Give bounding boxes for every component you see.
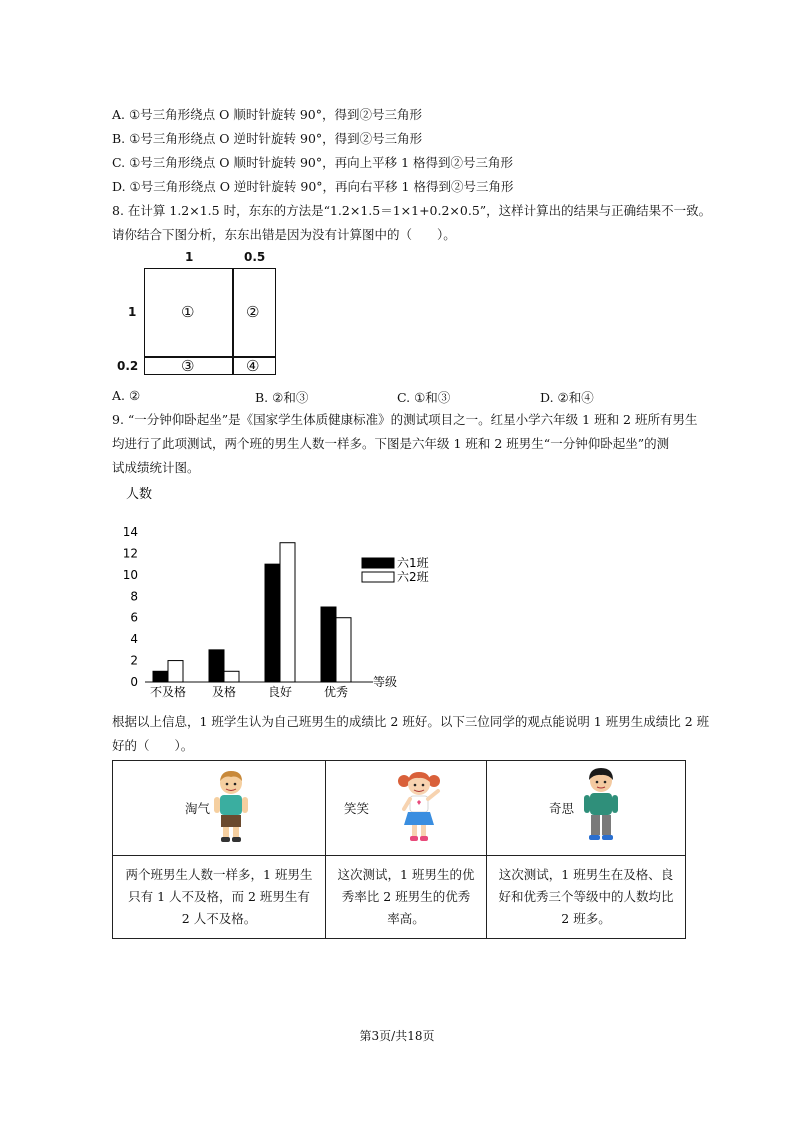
q9-stem-line1: 9. “一分钟仰卧起坐”是《国家学生体质健康标准》的测试项目之一。红星小学六年级 1 班和 2 班所有男生 [112,412,698,427]
boy-taoqi-icon [211,769,251,843]
bar-2-series-0 [265,564,280,682]
bars [153,543,351,682]
region-4: ④ [246,357,260,375]
q9-stem-line3: 试成绩统计图。 [112,460,200,475]
legend-label-0: 六1班 [397,556,429,570]
bar-0-series-1 [168,661,183,682]
x-axis-label: 等级 [373,675,398,689]
q7-option-c: C. ①号三角形绕点 O 顺时针旋转 90°，再向上平移 1 格得到②号三角形 [112,155,513,170]
person-name-qisi: 奇思 [549,801,575,816]
q8-option-a: A. ② [112,388,141,403]
y-tick-14: 14 [122,525,138,539]
person-cell-qisi [487,761,686,856]
x-tick-1: 及格 [211,685,237,699]
region-3: ③ [181,357,195,375]
diagram-vertical-divider [232,268,234,375]
left-label-0-2: 0.2 [117,359,139,373]
y-tick-0: 0 [130,675,138,689]
person-name-taoqi: 淘气 [185,801,211,816]
x-tick-0: 不及格 [149,685,187,699]
q9-stem-line2: 均进行了此项测试，两个班的男生人数一样多。下图是六年级 1 班和 2 班男生“一分钟仰卧起坐”的测 [112,436,670,451]
bar-3-series-0 [321,607,336,682]
legend [362,555,429,584]
top-label-0-5: 0.5 [244,250,266,264]
y-tick-4: 4 [130,632,138,647]
q9-after-line2: 好的（ ）。 [112,738,194,753]
q8-stem-line1: 8. 在计算 1.2×1.5 时，东东的方法是“1.2×1.5＝1×1+0.2×0.5”，这样计算出的结果与正确结果不一致。 [112,203,712,218]
legend-swatch-1 [362,572,394,582]
person-cell-taoqi [113,761,326,856]
person-name-xiaoxiao: 笑笑 [344,801,370,816]
y-tick-6: 6 [130,610,138,625]
region-1: ① [181,303,195,321]
statement-qisi: 这次测试，1 班男生在及格、良好和优秀三个等级中的人数均比 2 班多。 [487,856,686,939]
opinion-table [112,760,686,939]
bar-1-series-0 [209,650,224,682]
region-2: ② [246,303,260,321]
x-tick-labels [150,684,348,699]
bar-2-series-1 [280,543,295,682]
bar-chart [110,482,429,702]
y-axis-label: 人数 [126,487,153,502]
x-tick-3: 优秀 [323,685,349,699]
q7-option-a: A. ①号三角形绕点 O 顺时针旋转 90°，得到②号三角形 [112,107,423,122]
left-label-1: 1 [128,305,137,319]
statement-xiaoxiao: 这次测试，1 班男生的优秀率比 2 班男生的优秀率高。 [326,856,487,939]
y-tick-labels [123,525,138,689]
girl-xiaoxiao-icon [396,769,442,843]
bar-3-series-1 [336,618,351,682]
boy-qisi-icon [581,767,621,843]
person-cell-xiaoxiao [326,761,487,856]
y-tick-2: 2 [130,653,138,668]
q8-option-c: C. ①和③ [397,390,451,405]
y-tick-8: 8 [130,589,138,604]
q8-option-b: B. ②和③ [255,390,309,405]
statement-taoqi: 两个班男生人数一样多，1 班男生只有 1 人不及格，而 2 班男生有 2 人不及格。 [113,856,326,939]
q8-stem-line2: 请你结合下图分析，东东出错是因为没有计算图中的（ ）。 [112,227,456,242]
q7-option-d: D. ①号三角形绕点 O 逆时针旋转 90°，再向右平移 1 格得到②号三角形 [112,179,514,194]
y-tick-12: 12 [122,546,138,561]
q7-option-b: B. ①号三角形绕点 O 逆时针旋转 90°，得到②号三角形 [112,131,423,146]
x-tick-2: 良好 [267,685,293,699]
q9-after-line1: 根据以上信息，1 班学生认为自己班男生的成绩比 2 班好。以下三位同学的观点能说明 1 班男生成绩比 2 班 [112,714,710,729]
bar-0-series-0 [153,671,168,682]
legend-label-1: 六2班 [397,570,429,584]
bar-1-series-1 [224,671,239,682]
legend-swatch-0 [362,558,394,568]
top-label-1: 1 [185,250,194,264]
page-footer: 第3页/共18页 [359,1029,435,1043]
y-tick-10: 10 [122,567,138,582]
q8-option-d: D. ②和④ [540,390,594,405]
